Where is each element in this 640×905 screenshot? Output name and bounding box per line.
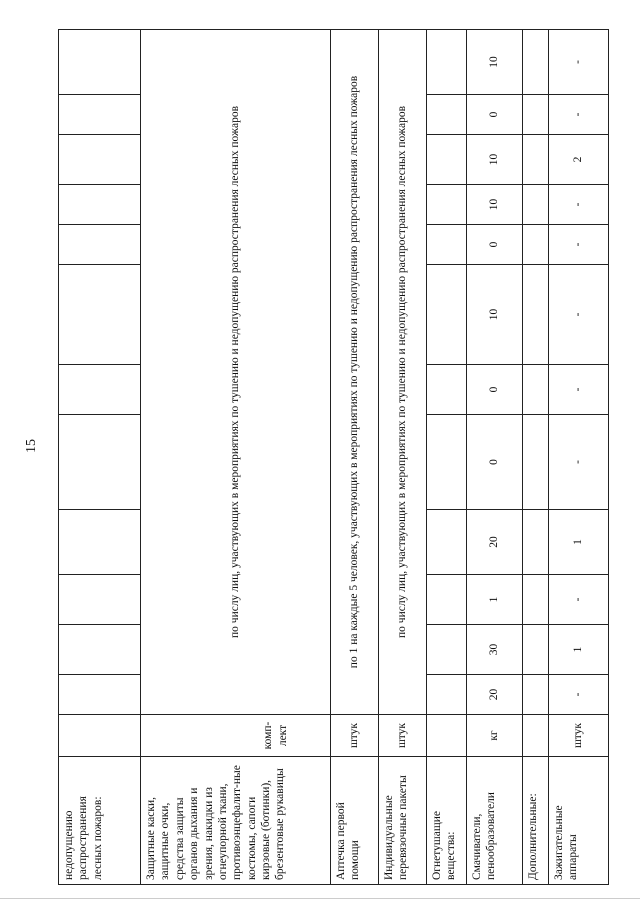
row-value xyxy=(59,625,141,675)
row-value: 10 xyxy=(467,30,523,95)
row-value: - xyxy=(549,95,609,135)
row-name: Дополнительные: xyxy=(523,757,549,885)
row-value xyxy=(523,185,549,225)
row-value: 2 xyxy=(549,135,609,185)
row-name: Защитные каски, защитные очки, средства защиты органов дыхания и зрения, накидки из огнеупорной ткани, противоэнцефалит-ные костюмы, сапоги кирзовые (ботинки), брезентовые рукавицы xyxy=(141,757,331,885)
row-name: Огнетушащие вещества: xyxy=(427,757,467,885)
row-name: Индивидуальные перевязочные пакеты xyxy=(379,757,427,885)
row-value: 30 xyxy=(467,625,523,675)
row-value: 10 xyxy=(467,185,523,225)
row-value: - xyxy=(549,265,609,365)
table-row xyxy=(331,30,379,885)
row-value xyxy=(59,225,141,265)
row-value xyxy=(523,135,549,185)
row-value xyxy=(427,575,467,625)
row-unit xyxy=(523,715,549,757)
row-value: 0 xyxy=(467,95,523,135)
table-row xyxy=(141,30,331,885)
row-name: Аптечка первой помощи xyxy=(331,757,379,885)
table-row xyxy=(523,30,549,885)
row-value xyxy=(59,265,141,365)
row-value xyxy=(427,30,467,95)
row-value xyxy=(59,675,141,715)
row-value xyxy=(523,365,549,415)
table-row xyxy=(59,30,141,885)
row-norm-text: по числу лиц, участвующих в мероприятиях по тушению и недопущению распространения лесных пожаров xyxy=(141,30,331,715)
row-value xyxy=(427,365,467,415)
row-unit: штук xyxy=(331,715,379,757)
row-value: 20 xyxy=(467,510,523,575)
row-norm-text: по 1 на каждые 5 человек, участвующих в мероприятиях по тушению и недопущению распространения лесных пожаров xyxy=(331,30,379,715)
row-value xyxy=(427,135,467,185)
row-unit: комп-лект xyxy=(141,715,331,757)
row-value: 0 xyxy=(467,365,523,415)
row-unit xyxy=(59,715,141,757)
row-value: - xyxy=(549,675,609,715)
row-name: недопущению распространения лесных пожаров: xyxy=(59,757,141,885)
row-value xyxy=(427,675,467,715)
row-value: 1 xyxy=(467,575,523,625)
row-value: 1 xyxy=(549,510,609,575)
row-value: 20 xyxy=(467,675,523,715)
row-value: 10 xyxy=(467,135,523,185)
row-value xyxy=(427,625,467,675)
row-value: - xyxy=(549,365,609,415)
row-value xyxy=(59,415,141,510)
row-value: - xyxy=(549,30,609,95)
row-value: 10 xyxy=(467,265,523,365)
row-value xyxy=(427,225,467,265)
row-value xyxy=(59,510,141,575)
row-name: Смачиватели, пенообразователи xyxy=(467,757,523,885)
row-value: 1 xyxy=(549,625,609,675)
row-value: 0 xyxy=(467,225,523,265)
row-value xyxy=(59,365,141,415)
row-value xyxy=(523,30,549,95)
row-value: 0 xyxy=(467,415,523,510)
row-value xyxy=(59,185,141,225)
scan-edge-line xyxy=(0,898,640,899)
row-unit: кг xyxy=(467,715,523,757)
equipment-table xyxy=(58,29,609,885)
page-number: 15 xyxy=(24,439,39,453)
row-value xyxy=(523,675,549,715)
row-unit: штук xyxy=(379,715,427,757)
row-value xyxy=(427,185,467,225)
row-value xyxy=(427,265,467,365)
row-value: - xyxy=(549,575,609,625)
row-norm-text: по числу лиц, участвующих в мероприятиях по тушению и недопущению распространения лесных пожаров xyxy=(379,30,427,715)
row-value xyxy=(59,95,141,135)
row-value: - xyxy=(549,225,609,265)
row-value xyxy=(523,625,549,675)
row-value xyxy=(427,95,467,135)
row-name: Зажигательные аппараты xyxy=(549,757,609,885)
row-value xyxy=(523,575,549,625)
row-unit xyxy=(427,715,467,757)
row-value: - xyxy=(549,415,609,510)
row-value xyxy=(523,95,549,135)
table-row xyxy=(427,30,467,885)
row-value xyxy=(427,510,467,575)
row-unit: штук xyxy=(549,715,609,757)
row-value xyxy=(59,575,141,625)
row-value xyxy=(523,265,549,365)
row-value: - xyxy=(549,185,609,225)
row-value xyxy=(59,30,141,95)
table-row xyxy=(379,30,427,885)
table-row xyxy=(549,30,609,885)
row-value xyxy=(523,225,549,265)
row-value xyxy=(59,135,141,185)
table-row xyxy=(467,30,523,885)
row-value xyxy=(427,415,467,510)
row-value xyxy=(523,415,549,510)
table-container xyxy=(58,30,585,885)
row-value xyxy=(523,510,549,575)
